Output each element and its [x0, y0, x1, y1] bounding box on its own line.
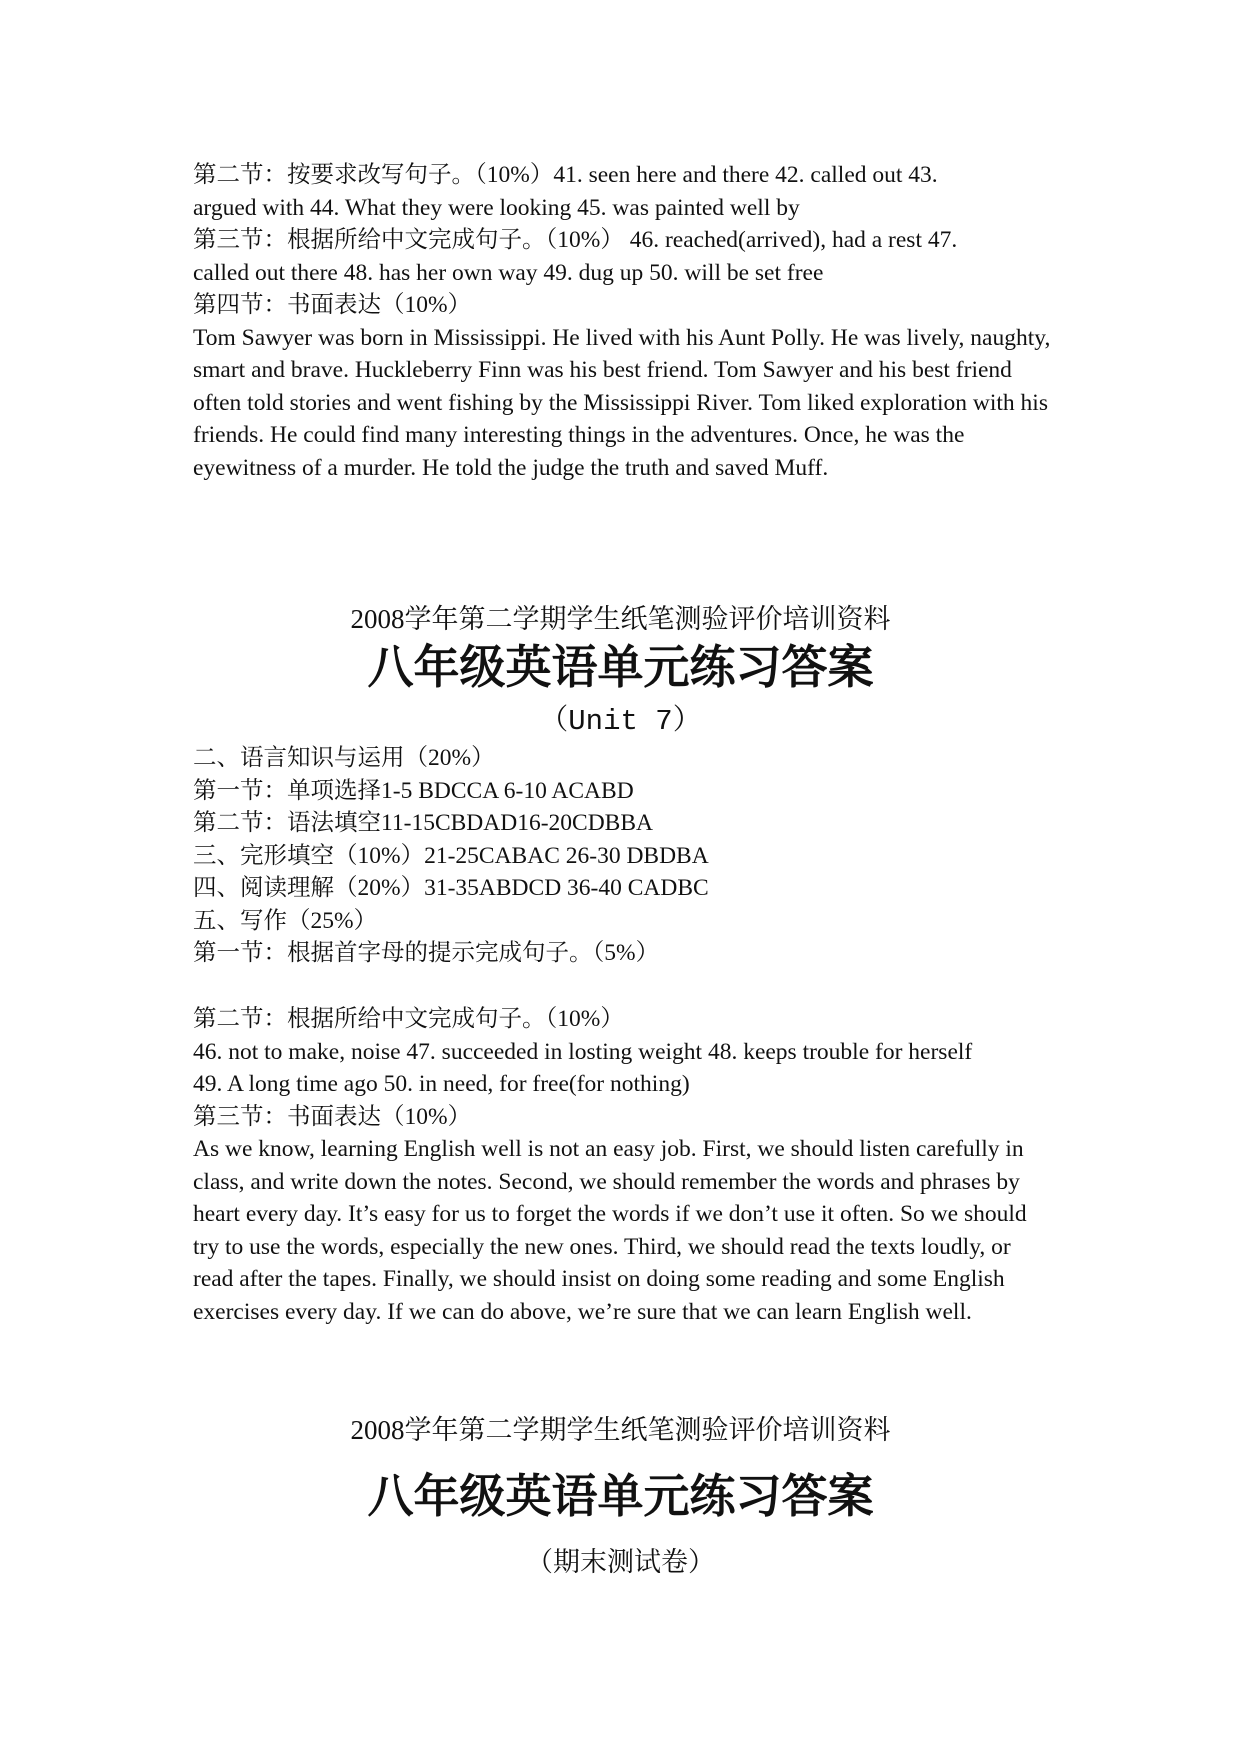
text-line: 49. A long time ago 50. in need, for free(for nothing) [193, 1071, 690, 1097]
essay-paragraph: As we know, learning English well is not an easy job. First, we should listen carefully in class, and write down the notes. Second, we should remember the words and phrases by heart every day. It’s easy for us to forget the words if we don’t use it often. So we should try to use the words, especially the new ones. Third, we should read the texts loudly, or read after the tapes. Finally, we should insist on doing some reading and some English exercises every day. If we can do above, we’re sure that we can learn English well. [193, 1136, 1027, 1325]
final-label: （期末测试卷） [526, 1547, 715, 1577]
text-line: 第三节：根据所给中文完成句子。（10%） 46. reached(arrived), had a rest 47. [193, 227, 958, 253]
text-line: called out there 48. has her own way 49. dug up 50. will be set free [193, 259, 824, 286]
text-line: 第二节：根据所给中文完成句子。（10%） [193, 1006, 624, 1032]
section-top [193, 159, 1053, 484]
unit7-answers-b [193, 1003, 1053, 1328]
unit7-subtitle: 2008学年第二学期学生纸笔测验评价培训资料 [350, 604, 891, 634]
text-line: 二、语言知识与运用（20%） [193, 745, 495, 771]
text-line: 46. not to make, noise 47. succeeded in losting weight 48. keeps trouble for herself [193, 1038, 973, 1065]
text-line: 五、写作（25%） [193, 907, 378, 934]
unit7-label: （Unit 7） [539, 705, 702, 738]
essay-paragraph: Tom Sawyer was born in Mississippi. He lived with his Aunt Polly. He was lively, naughty, smart and brave. Huckleberry Finn was his best friend. Tom Sawyer and his best friend often told stories and went fishing by the Mississippi River. Tom liked exploration with his friends. He could find many interesting things in the adventures. Once, he was the eyewitness of a murder. He told the judge the truth and saved Muff. [193, 324, 1051, 481]
text-line: 第二节：按要求改写句子。（10%）41. seen here and there 42. called out 43. [193, 162, 938, 188]
text-line: 四、阅读理解（20%）31-35ABDCD 36-40 CADBC [193, 875, 709, 901]
text-line: 三、完形填空（10%）21-25CABAC 26-30 DBDBA [193, 842, 709, 869]
text-line: 第一节：单项选择1-5 BDCCA 6-10 ACABD [193, 777, 634, 804]
text-line: argued with 44. What they were looking 45. was painted well by [193, 194, 800, 221]
final-title: 八年级英语单元练习答案 [367, 1469, 874, 1523]
text-line: 第一节：根据首字母的提示完成句子。（5%） [193, 940, 660, 966]
unit7-title: 八年级英语单元练习答案 [367, 640, 874, 694]
unit7-answers-a [193, 742, 1053, 970]
text-line: 第二节：语法填空11-15CBDAD16-20CDBBA [193, 810, 654, 836]
text-line: 第三节：书面表达（10%） [193, 1103, 472, 1130]
text-line: 第四节：书面表达（10%） [193, 292, 472, 318]
final-subtitle: 2008学年第二学期学生纸笔测验评价培训资料 [350, 1415, 891, 1445]
